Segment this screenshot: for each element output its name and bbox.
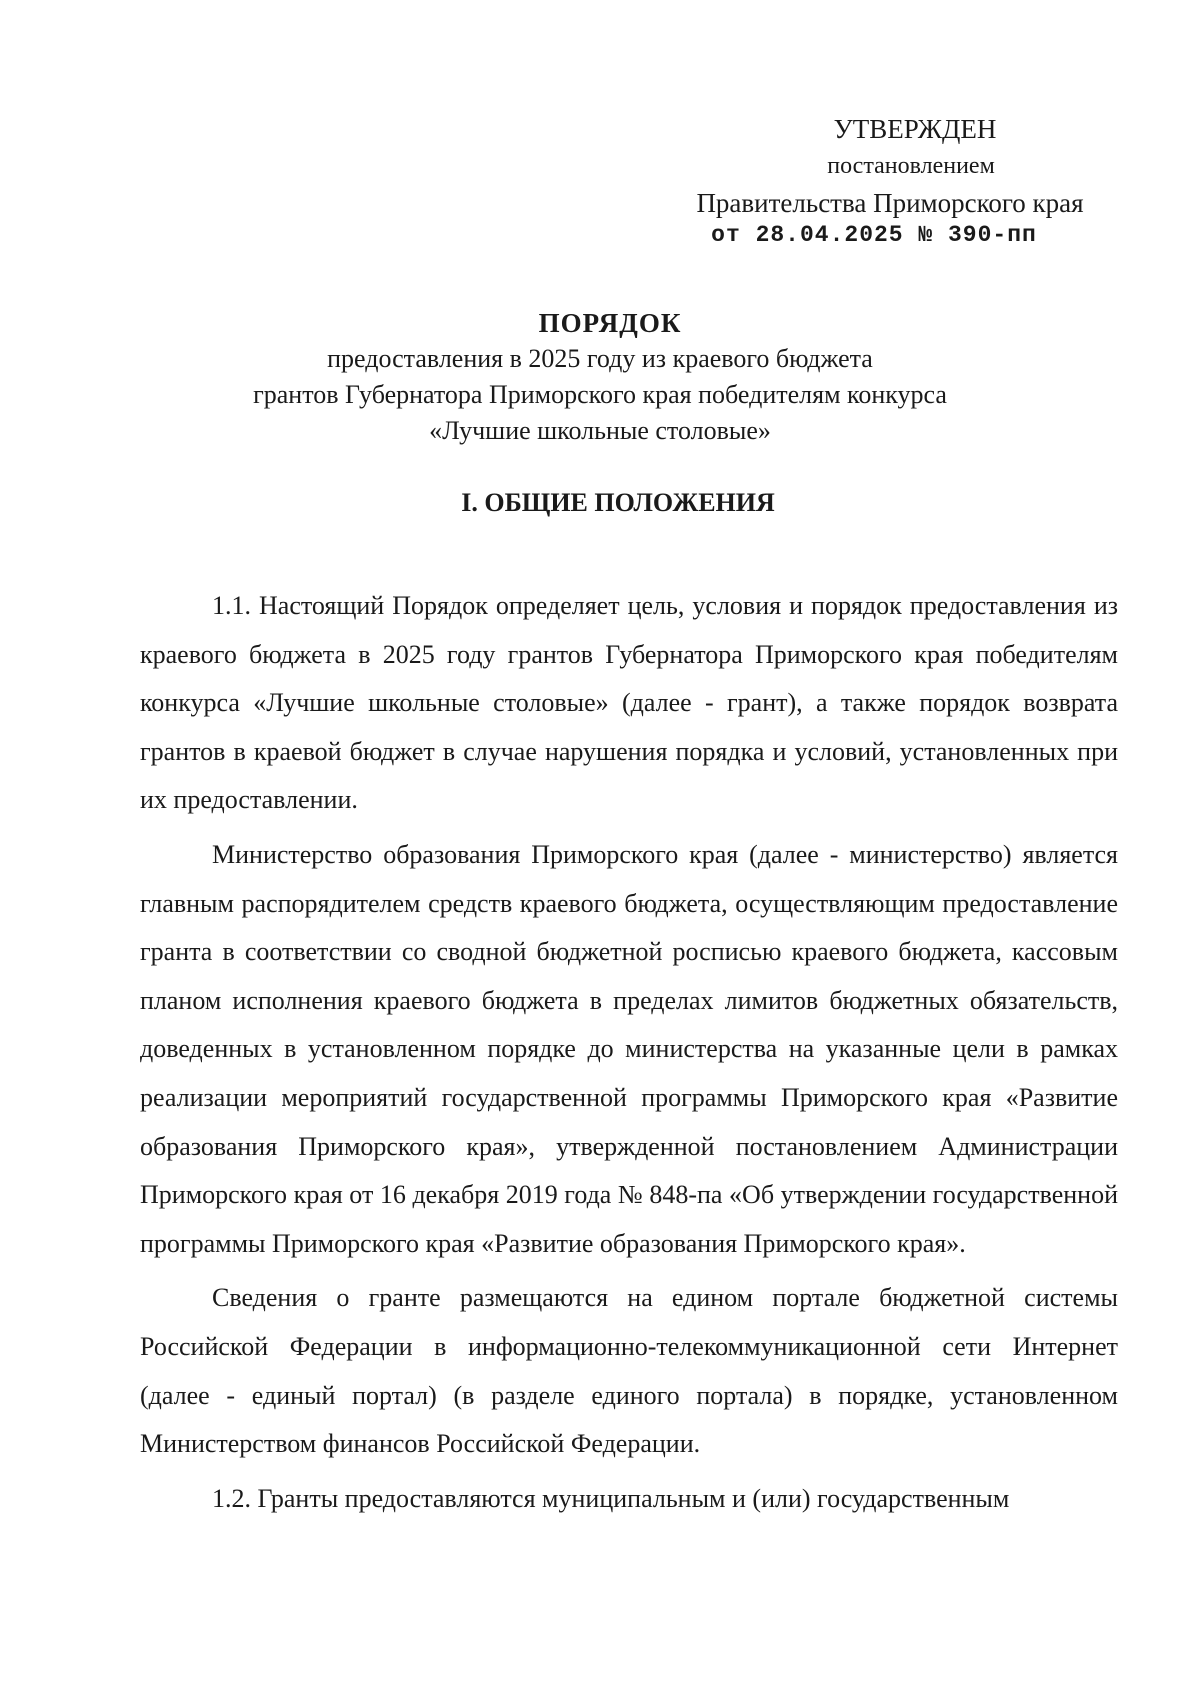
body-paragraph: 1.1. Настоящий Порядок определяет цель, условия и порядок предоставления из краевого бюджета в 2025 году грантов Губернатора Приморского края победителям конкурса «Лучшие школьные столовые» (далее - грант), а также порядок возврата грантов в краевой бюджет в случае нарушения порядка и условий, установленных при их предоставлении.	[140, 591, 1118, 815]
document-subtitle-line-3: «Лучшие школьные столовые»	[429, 416, 771, 445]
document-title-block	[0, 305, 1200, 449]
document-heading: ПОРЯДОК	[538, 308, 682, 338]
approval-date-number-stamp: от 28.04.2025 № 390-пп	[711, 222, 1037, 248]
approval-basis: постановлением	[827, 153, 995, 179]
body-paragraph: Сведения о гранте размещаются на едином портале бюджетной системы Российской Федерации в информационно-телекоммуникационной сети Интернет (далее - единый портал) (в разделе единого портала) в порядке, установленном Министерством финансов Российской Федерации.	[140, 1283, 1118, 1459]
approval-block	[660, 110, 1120, 248]
section-heading: I. ОБЩИЕ ПОЛОЖЕНИЯ	[461, 488, 775, 517]
document-subtitle-line-1: предоставления в 2025 году из краевого бюджета	[327, 344, 873, 373]
document-subtitle-line-2: грантов Губернатора Приморского края победителям конкурса	[253, 380, 947, 409]
document-body	[140, 582, 1118, 1529]
approval-authority: Правительства Приморского края	[696, 188, 1084, 218]
body-paragraph: Министерство образования Приморского края (далее - министерство) является главным распорядителем средств краевого бюджета, осуществляющим предоставление гранта в соответствии со сводной бюджетной росписью краевого бюджета, кассовым планом исполнения краевого бюджета в пределах лимитов бюджетных обязательств, доведенных в установленном порядке до министерства на указанные цели в рамках реализации мероприятий государственной программы Приморского края «Развитие образования Приморского края», утвержденной постановлением Администрации Приморского края от 16 декабря 2019 года № 848-па «Об утверждении государственной программы Приморского края «Развитие образования Приморского края».	[140, 839, 1118, 1258]
approval-status: УТВЕРЖДЕН	[833, 114, 997, 144]
body-paragraph: 1.2. Гранты предоставляются муниципальным и (или) государственным	[212, 1483, 1010, 1513]
